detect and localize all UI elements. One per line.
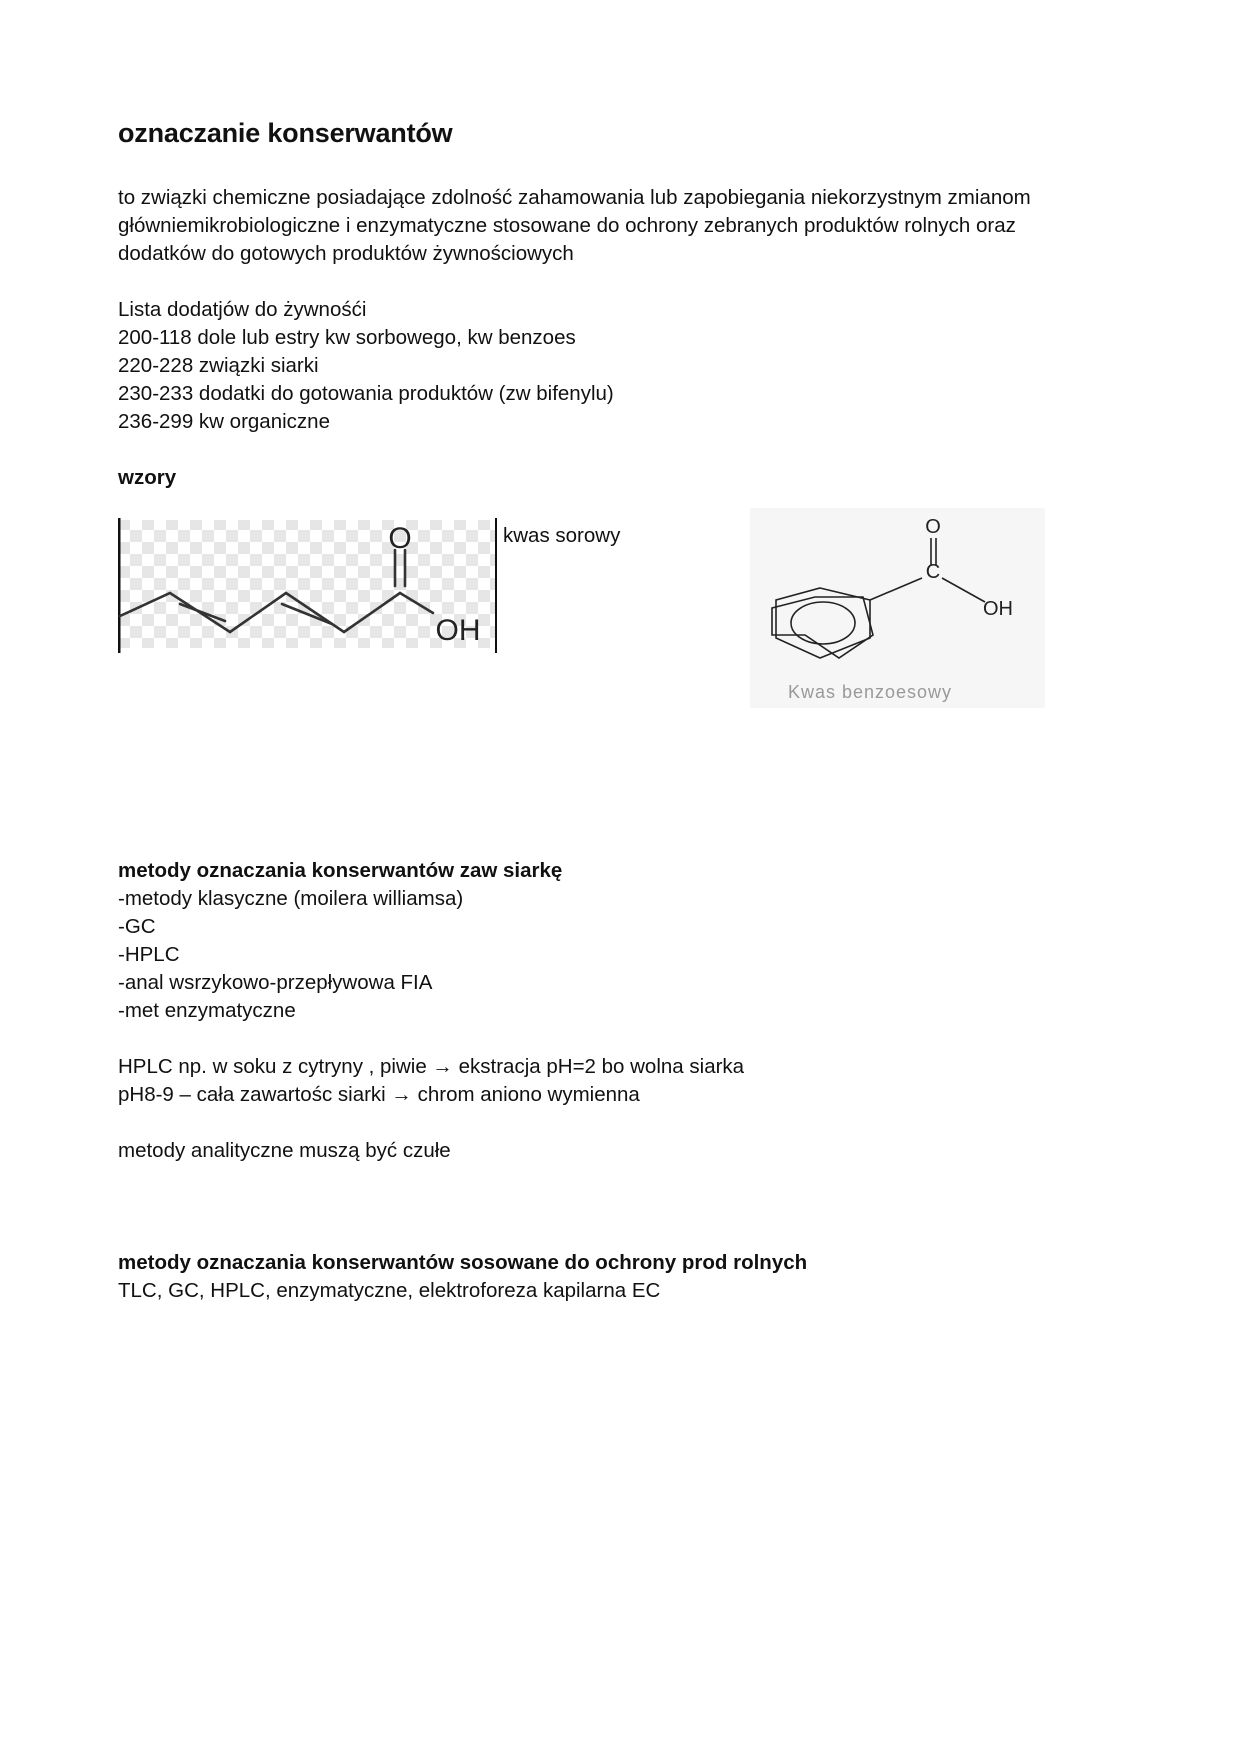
benzoic-carbon-atom: C (925, 561, 941, 583)
formulas-heading: wzory (118, 466, 177, 489)
section1-item-5: -met enzymatyczne (118, 999, 296, 1022)
additives-item-1: 200-118 dole lub estry kw sorbowego, kw benzoes (118, 326, 576, 349)
additives-item-2: 220-228 związki siarki (118, 354, 319, 377)
page-title: oznaczanie konserwantów (118, 118, 453, 148)
section1-remark: metody analityczne muszą być czułe (118, 1139, 451, 1162)
benzoic-acid-structure (750, 508, 1045, 708)
section1-note-1: HPLC np. w soku z cytryny , piwie → ekstracja pH=2 bo wolna siarka (118, 1055, 745, 1078)
intro-line-2: główniemikrobiologiczne i enzymatyczne stosowane do ochrony zebranych produktów rolnych oraz (118, 214, 1016, 237)
section1-item-3: -HPLC (118, 943, 180, 966)
sorbic-acid-structure (118, 518, 498, 653)
additives-item-4: 236-299 kw organiczne (118, 410, 330, 433)
section1-heading: metody oznaczania konserwantów zaw siarkę (118, 859, 563, 882)
section1-note-2: pH8-9 – cała zawartośc siarki → chrom aniono wymienna (118, 1083, 640, 1106)
sorbic-acid-label: kwas sorowy (503, 524, 621, 547)
section1-item-4: -anal wsrzykowo-przepływowa FIA (118, 971, 433, 994)
sorbic-oxygen-atom: O (388, 522, 412, 555)
additives-item-3: 230-233 dodatki do gotowania produktów (zw bifenylu) (118, 382, 614, 405)
section1-item-1: -metody klasyczne (moilera williamsa) (118, 887, 464, 910)
section1-item-2: -GC (118, 915, 156, 938)
benzoic-hydroxyl-group: OH (983, 598, 1013, 620)
intro-line-3: dodatków do gotowych produktów żywnościowych (118, 242, 574, 265)
section2-heading: metody oznaczania konserwantów sosowane do ochrony prod rolnych (118, 1251, 808, 1274)
additives-heading: Lista dodatjów do żywnośći (118, 298, 367, 321)
benzoic-oxygen-atom: O (925, 516, 941, 538)
sorbic-hydroxyl-group: OH (435, 614, 481, 647)
section2-text: TLC, GC, HPLC, enzymatyczne, elektroforeza kapilarna EC (118, 1279, 661, 1302)
benzoic-acid-caption: Kwas benzoesowy (787, 682, 953, 702)
intro-line-1: to związki chemiczne posiadające zdolność zahamowania lub zapobiegania niekorzystnym zmianom (118, 186, 1031, 209)
